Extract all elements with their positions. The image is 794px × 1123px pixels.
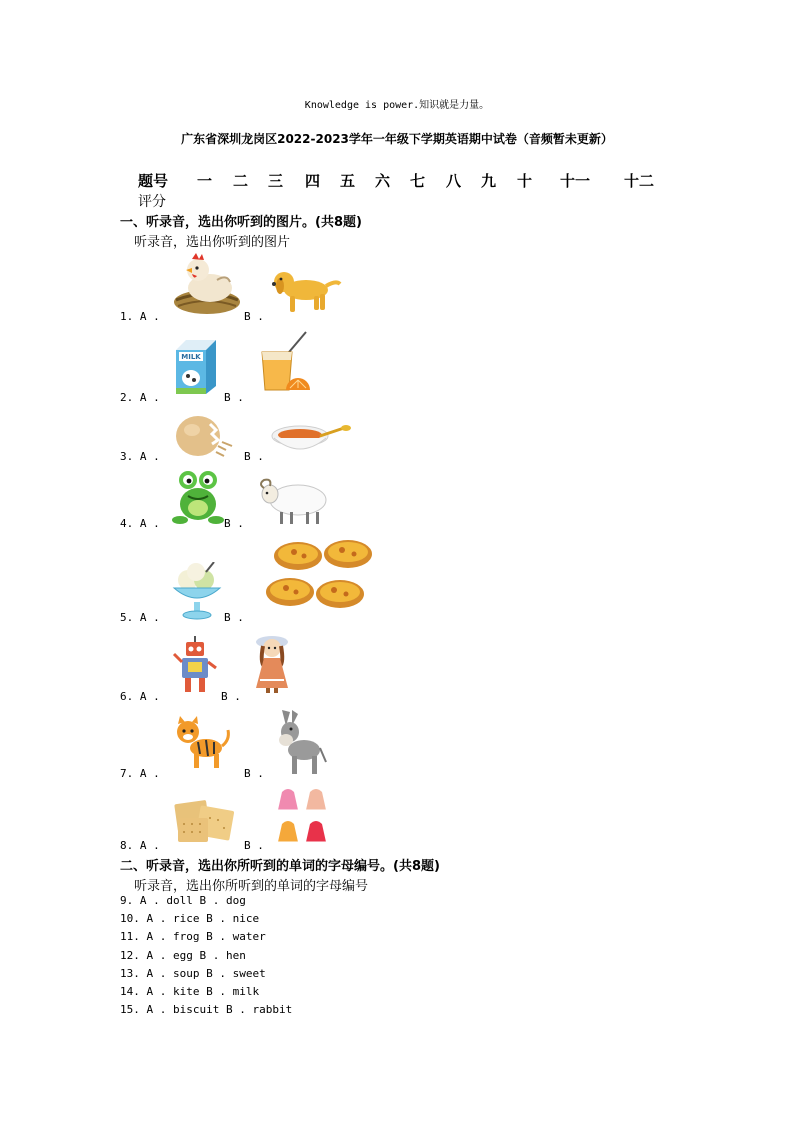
score-column: 五 xyxy=(340,172,356,190)
score-column: 十二 xyxy=(624,172,655,190)
question-4: 4. A . xyxy=(120,517,160,530)
question-10: 10. A . rice B . nice xyxy=(120,912,260,925)
section2-heading: 二、听录音，选出你所听到的单词的字母编号。(共8题) xyxy=(120,859,440,874)
question-2: 2. A . xyxy=(120,391,160,404)
ice-cream-picture xyxy=(172,562,222,620)
score-table-header-label: 题号 xyxy=(138,172,169,190)
option-b-label: B . xyxy=(244,310,264,323)
section2-instruction: 听录音，选出你所听到的单词的字母编号 xyxy=(134,879,369,894)
option-b-label: B . xyxy=(244,767,264,780)
soup-picture xyxy=(270,420,352,460)
question-8: 8. A . xyxy=(120,839,160,852)
option-b-label: B . xyxy=(221,690,241,703)
section1-instruction: 听录音，选出你听到的图片 xyxy=(134,235,291,250)
question-7: 7. A . xyxy=(120,767,160,780)
biscuits-picture xyxy=(172,798,238,846)
score-column: 十一 xyxy=(560,172,591,190)
question-12: 12. A . egg B . hen xyxy=(120,949,246,962)
score-column: 十 xyxy=(517,172,533,190)
option-b-label: B . xyxy=(224,391,244,404)
score-column: 九 xyxy=(481,172,497,190)
exam-title: 广东省深圳龙岗区2022-2023学年一年级下学期英语期中试卷（音频暂未更新） xyxy=(181,132,613,146)
robot-picture xyxy=(172,636,218,696)
milk-picture xyxy=(172,336,234,398)
score-column: 三 xyxy=(268,172,284,190)
score-column: 八 xyxy=(446,172,462,190)
score-column: 六 xyxy=(375,172,391,190)
section1-heading: 一、听录音，选出你听到的图片。(共8题) xyxy=(120,215,362,230)
egg-tarts-picture xyxy=(262,538,376,614)
question-13: 13. A . soup B . sweet xyxy=(120,967,266,980)
option-b-label: B . xyxy=(244,839,264,852)
score-column: 七 xyxy=(410,172,426,190)
score-column: 二 xyxy=(233,172,249,190)
dog-picture xyxy=(270,262,342,316)
svg-text:MILK: MILK xyxy=(181,353,201,361)
sheep-picture xyxy=(254,476,330,526)
question-6: 6. A . xyxy=(120,690,160,703)
juice-picture xyxy=(256,328,312,396)
question-3: 3. A . xyxy=(120,450,160,463)
motto-header: Knowledge is power.知识就是力量。 xyxy=(304,100,490,111)
question-1: 1. A . xyxy=(120,310,160,323)
doll-picture xyxy=(250,632,294,694)
question-11: 11. A . frog B . water xyxy=(120,930,266,943)
option-b-label: B . xyxy=(224,517,244,530)
option-b-label: B . xyxy=(244,450,264,463)
option-b-label: B . xyxy=(224,611,244,624)
question-14: 14. A . kite B . milk xyxy=(120,985,260,998)
frog-picture xyxy=(172,468,224,526)
jellies-picture xyxy=(274,786,334,848)
question-15: 15. A . biscuit B . rabbit xyxy=(120,1003,293,1016)
hen-picture xyxy=(172,250,242,316)
score-table-row-label: 评分 xyxy=(138,194,166,210)
egg-picture xyxy=(172,410,240,460)
donkey-picture xyxy=(272,708,328,776)
score-table-header-row xyxy=(138,170,668,190)
tiger-picture xyxy=(172,716,232,774)
score-column: 四 xyxy=(305,172,321,190)
question-9: 9. A . doll B . dog xyxy=(120,894,246,907)
question-5: 5. A . xyxy=(120,611,160,624)
score-column: 一 xyxy=(197,172,213,190)
